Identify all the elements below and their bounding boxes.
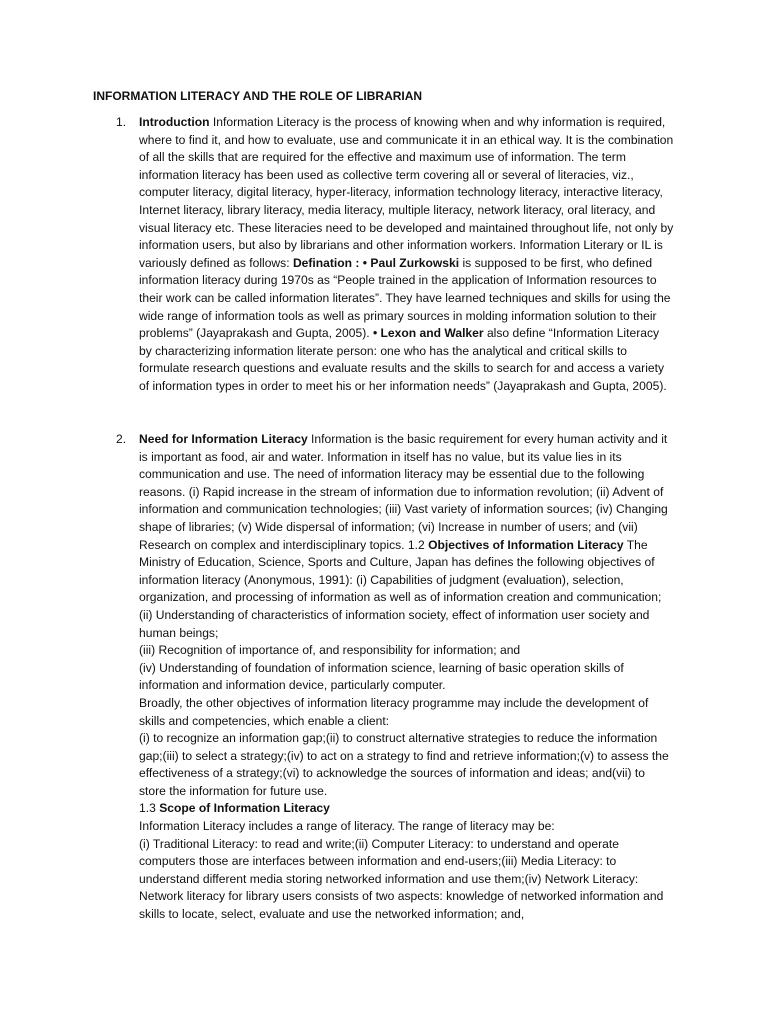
need-text: Information is the basic requirement for every human activity and it is important as food, air and water. Information in itself has no value, but its value lies in its communication and use. The need of information literacy may be essential due to the following reasons. (i) Rapid increase in the stream of information due to information revolution; (ii) Advent of information and communication technologies; (iii) Vast variety of information sources; (iv) Changing shape of libraries; (v) Wide dispersal of information; (vi) Increase in number of users; and (vii) Research on complex and interdisciplinary topics. 1.2: [139, 432, 668, 552]
scope-number: 1.3: [139, 801, 160, 816]
scope-heading-line: [139, 800, 675, 818]
objectives-text: The Ministry of Education, Science, Sports and Culture, Japan has defines the following objectives of information literacy (Anonymous, 1991): (i) Capabilities of judgment (evaluation), selection, organization, and processing of information as well as of information creation and communication; (ii) Understanding of characteristics of information society, effect of information user society and human beings;: [139, 537, 662, 640]
scope-heading: Scope of Information Literacy: [159, 801, 330, 816]
introduction-heading: Introduction: [139, 115, 210, 129]
lexon-walker-label: • Lexon and Walker: [372, 326, 484, 341]
need-heading: Need for Information Literacy: [139, 432, 308, 446]
document-title: INFORMATION LITERACY AND THE ROLE OF LIBRARIAN: [93, 89, 423, 103]
list-number: 2.: [116, 432, 127, 446]
objective-iv: (iv) Understanding of foundation of information science, learning of basic operation skills of information and information device, particularly computer.: [139, 660, 624, 693]
broadly-paragraph: Broadly, the other objectives of information literacy programme may include the development of skills and competencies, which enable a client:: [139, 695, 649, 728]
scope-text: (i) Traditional Literacy: to read and write;(ii) Computer Literacy: to understand and operate computers those are interfaces between information and end-users;(iii) Media Literacy: to understand different media storing networked information and use them;(iv) Network Literacy: Network literacy for library users consists of two aspects: knowledge of networked information and skills to locate, select, evaluate and use the networked information; and,: [139, 836, 664, 922]
scope-intro: Information Literacy includes a range of literacy. The range of literacy may be:: [139, 819, 555, 834]
list-item-need: [116, 431, 675, 924]
need-paragraph: [139, 431, 675, 642]
definition-label: Defination : • Paul Zurkowski: [292, 255, 460, 270]
lexon-walker-text: also define “Information Literacy by characterizing information literate person: one who has the analytical and critical skills to formulate research questions and evaluate results and the skills to search for and access a variety of information types in order to meet his or her information needs” (Jayaprakash and Gupta, 2005).: [139, 326, 667, 393]
introduction-text: Information Literacy is the process of knowing when and why information is required, where to find it, and how to evaluate, use and communicate it in an ethical way. It is the combination of all the skills that are required for the effective and maximum use of information. The term information literacy has been used as collective term covering all or several of literacies, viz., computer literacy, digital literacy, hyper-literacy, information technology literacy, interactive literacy, Internet literacy, library literacy, media literacy, multiple literacy, network literacy, oral literacy, and visual literacy etc. These literacies need to be developed and maintained throughout life, not only by information users, but also by librarians and other information workers. Information Literary or IL is variously defined as follows:: [139, 115, 674, 270]
strategy-list: (i) to recognize an information gap;(ii) to construct alternative strategies to reduce the information gap;(iii) to select a strategy;(iv) to act on a strategy to find and retrieve information;(v) to assess the effectiveness of a strategy;(vi) to acknowledge the sources of information and ideas; and(vii) to store the information for future use.: [139, 731, 669, 798]
list-item-introduction: [116, 114, 675, 396]
list-number: 1.: [116, 115, 127, 129]
zurkowski-text: is supposed to be first, who defined information literacy during 1970s as “People trained in the application of Information resources to their work can be called information literates”. They have learned techniques and skills for using the wide range of information tools as well as primary sources in molding information solution to their problems” (Jayaprakash and Gupta, 2005).: [139, 255, 671, 341]
introduction-paragraph: [139, 114, 675, 396]
objective-iii: (iii) Recognition of importance of, and responsibility for information; and: [139, 643, 521, 658]
objectives-heading: Objectives of Information Literacy: [428, 537, 624, 552]
